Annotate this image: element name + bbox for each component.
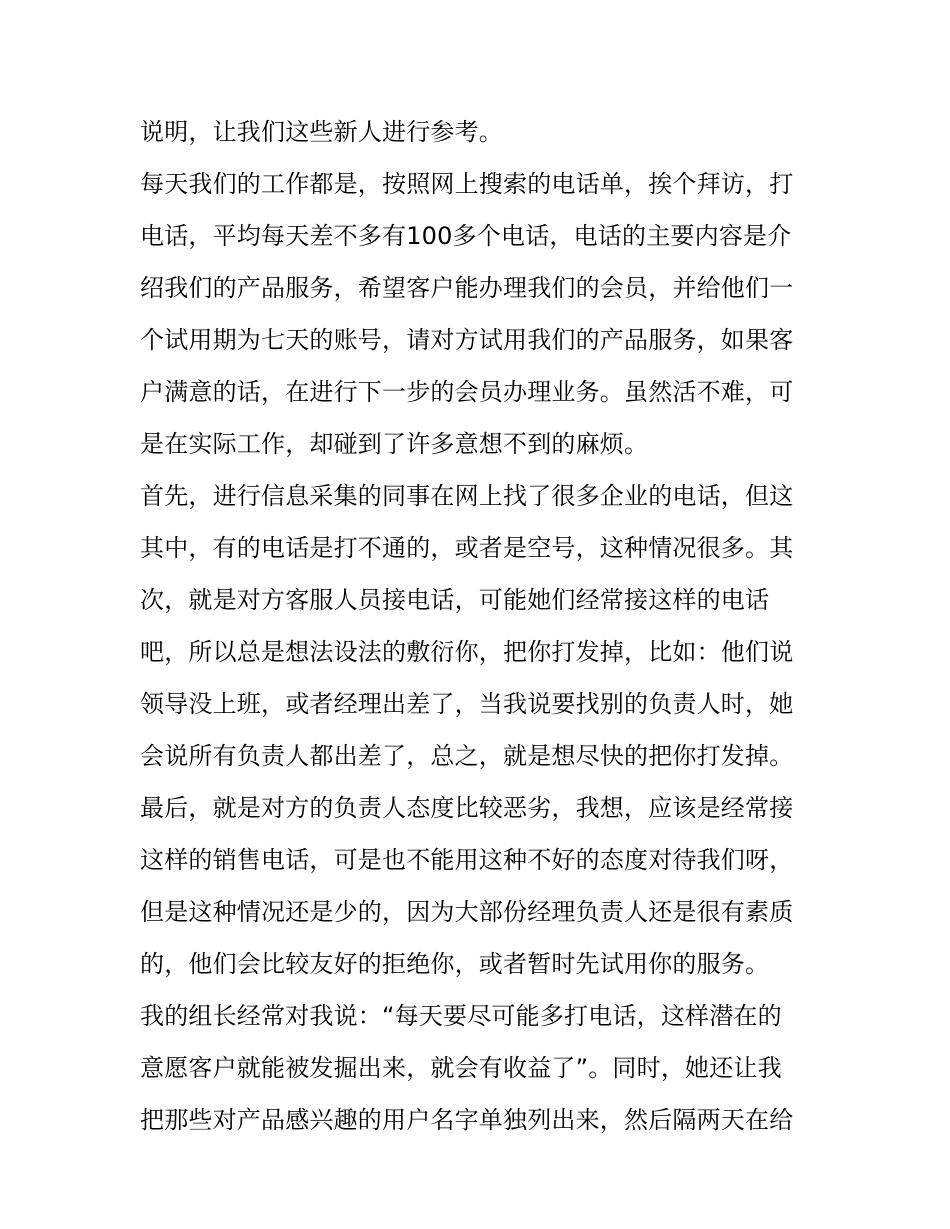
text-line: 会说所有负责人都出差了，总之，就是想尽快的把你打发掉。 (140, 742, 794, 770)
text-line: 我的组长经常对我说：“每天要尽可能多打电话，这样潜在的 (140, 1002, 782, 1030)
text-line: 绍我们的产品服务，希望客户能办理我们的会员，并给他们一 (140, 274, 794, 302)
text-line: 首先，进行信息采集的同事在网上找了很多企业的电话，但这 (140, 482, 794, 510)
text-line: 意愿客户就能被发掘出来，就会有收益了”。同时，她还让我 (140, 1054, 782, 1082)
text-line: 把那些对产品感兴趣的用户名字单独列出来，然后隔两天在给 (140, 1106, 794, 1134)
text-line: 次，就是对方客服人员接电话，可能她们经常接这样的电话 (140, 586, 770, 614)
text-line: 说明，让我们这些新人进行参考。 (140, 118, 503, 146)
text-line: 吧，所以总是想法设法的敷衍你，把你打发掉，比如：他们说 (140, 638, 794, 666)
text-line: 个试用期为七天的账号，请对方试用我们的产品服务，如果客 (140, 326, 794, 354)
text-line: 领导没上班，或者经理出差了，当我说要找别的负责人时，她 (140, 690, 794, 718)
text-line: 户满意的话，在进行下一步的会员办理业务。虽然活不难，可 (140, 378, 794, 406)
text-line: 每天我们的工作都是，按照网上搜索的电话单，挨个拜访，打 (140, 170, 794, 198)
document-body (140, 106, 820, 1146)
text-line: 最后，就是对方的负责人态度比较恶劣，我想，应该是经常接 (140, 794, 794, 822)
text-line: 是在实际工作，却碰到了许多意想不到的麻烦。 (140, 430, 649, 458)
text-line: 的，他们会比较友好的拒绝你，或者暂时先试用你的服务。 (140, 950, 770, 978)
text-line: 这样的销售电话，可是也不能用这种不好的态度对待我们呀， (140, 846, 794, 874)
text-line: 但是这种情况还是少的，因为大部份经理负责人还是很有素质 (140, 898, 794, 926)
text-line: 电话，平均每天差不多有100多个电话，电话的主要内容是介 (140, 222, 792, 250)
text-line: 其中，有的电话是打不通的，或者是空号，这种情况很多。其 (140, 534, 794, 562)
